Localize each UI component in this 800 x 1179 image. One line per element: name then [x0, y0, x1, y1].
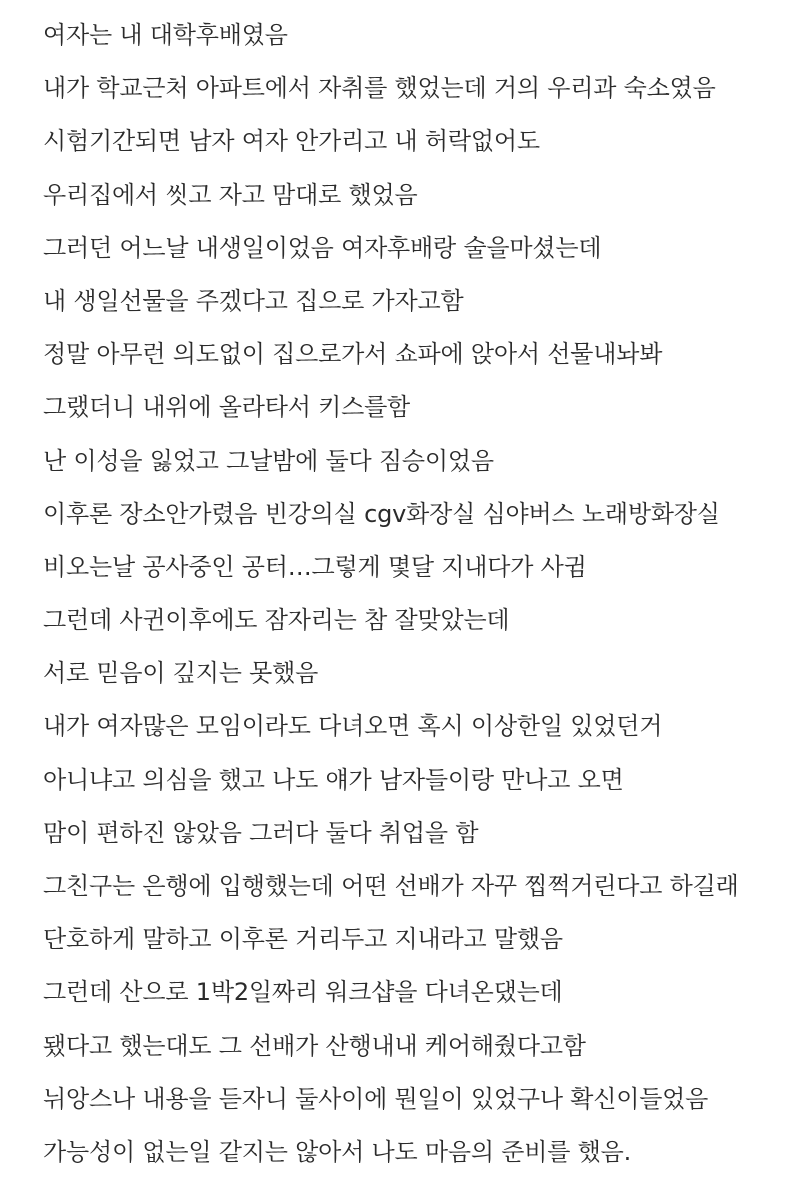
text-line: 내 생일선물을 주겠다고 집으로 가자고함: [43, 286, 464, 315]
text-line: 뉘앙스나 내용을 듣자니 둘사이에 뭔일이 있었구나 확신이들었음: [43, 1084, 709, 1113]
text-line: 됐다고 했는대도 그 선배가 산행내내 케어해줬다고함: [43, 1031, 586, 1060]
text-line: 그러던 어느날 내생일이었음 여자후배랑 술을마셨는데: [43, 233, 602, 262]
text-line: 여자는 내 대학후배였음: [43, 21, 288, 49]
text-line: 난 이성을 잃었고 그날밤에 둘다 짐승이었음: [43, 446, 494, 475]
text-line: 그랬더니 내위에 올라타서 키스를함: [43, 393, 411, 422]
text-line: 단호하게 말하고 이후론 거리두고 지내라고 말했음: [43, 925, 563, 954]
text-line: 가능성이 없는일 같지는 않아서 나도 마음의 준비를 했음.: [43, 1137, 632, 1166]
text-line: 우리집에서 씻고 자고 맘대로 했었음: [43, 180, 418, 209]
text-line: 그런데 산으로 1박2일짜리 워크샵을 다녀온댔는데: [43, 978, 563, 1007]
text-line: 시험기간되면 남자 여자 안가리고 내 허락없어도: [43, 127, 540, 156]
text-line: 이후론 장소안가렸음 빈강의실 cgv화장실 심야버스 노래방화장실: [43, 499, 720, 528]
post-body: [43, 0, 783, 1179]
text-line: 그친구는 은행에 입행했는데 어떤 선배가 자꾸 찝쩍거린다고 하길래: [43, 872, 739, 900]
text-line: 서로 믿음이 깊지는 못했음: [43, 659, 319, 688]
text-line: 비오는날 공사중인 공터…그렇게 몇달 지내다가 사귐: [43, 552, 587, 581]
text-line: 그런데 사귄이후에도 잠자리는 참 잘맞았는데: [43, 606, 510, 635]
text-line: 맘이 편하진 않았음 그러다 둘다 취업을 함: [43, 818, 479, 847]
text-line: 내가 학교근처 아파트에서 자취를 했었는데 거의 우리과 숙소였음: [43, 74, 716, 103]
text-line: 아니냐고 의심을 했고 나도 얘가 남자들이랑 만나고 오면: [43, 765, 624, 794]
text-line: 정말 아무런 의도없이 집으로가서 쇼파에 앉아서 선물내놔봐: [43, 340, 663, 369]
text-line: 내가 여자많은 모임이라도 다녀오면 혹시 이상한일 있었던거: [43, 712, 663, 741]
